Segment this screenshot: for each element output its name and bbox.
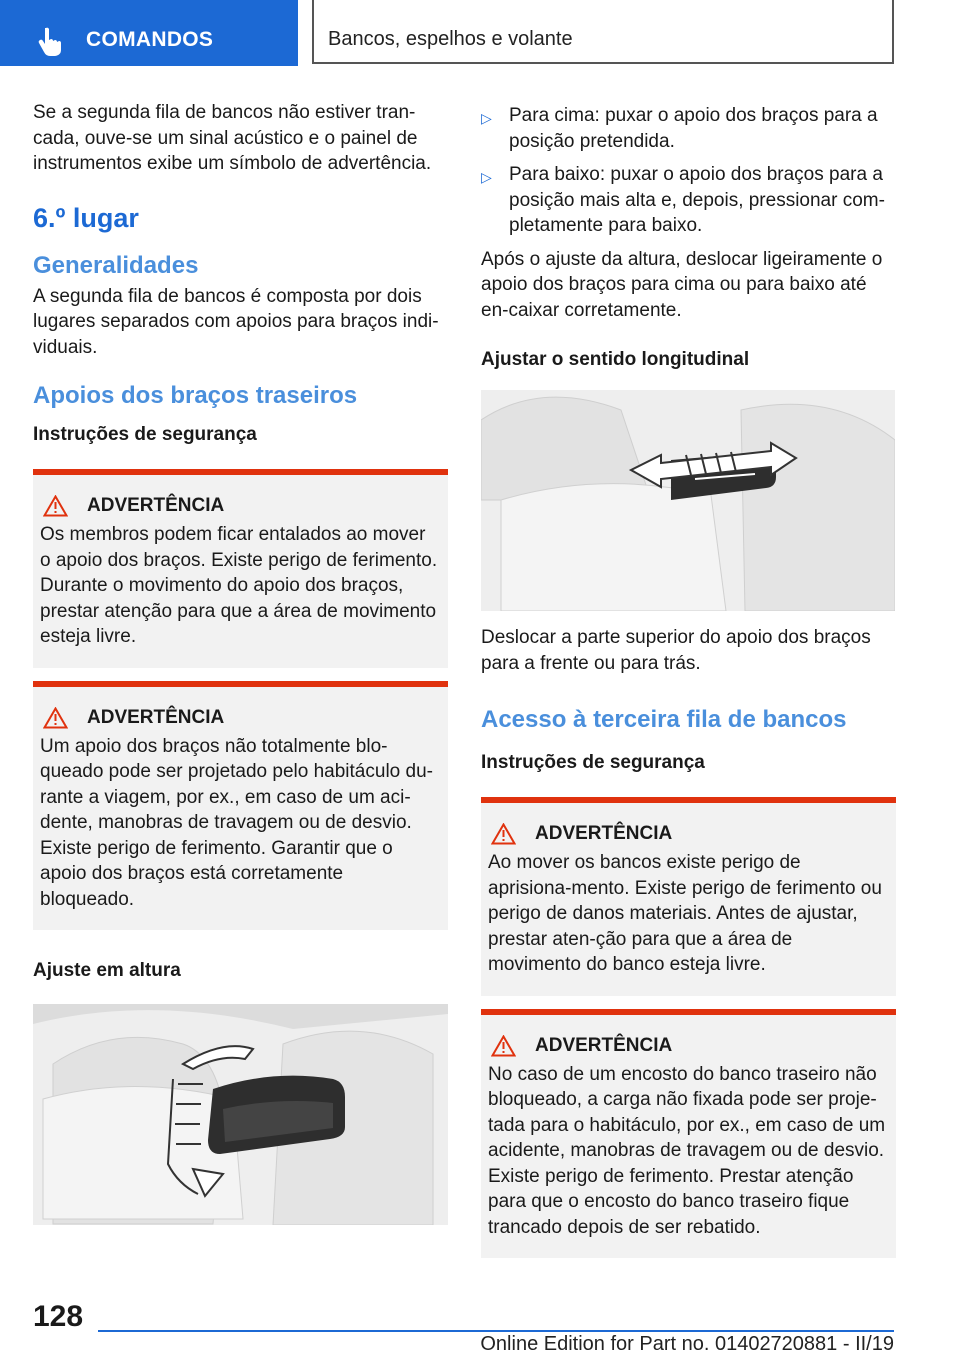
- left-column: [33, 100, 448, 1225]
- warning-triangle-icon: [43, 495, 68, 517]
- third-row-heading: Acesso à terceira fila de bancos: [481, 706, 847, 733]
- right-column: [481, 103, 896, 1258]
- after-height-paragraph: Após o ajuste da altura, deslocar ligeiramente o apoio dos braços para cima ou para baixo até en-caixar corretamente.: [481, 248, 883, 321]
- warning-title: ADVERTÊNCIA: [535, 1034, 673, 1056]
- bullet-text: Para cima: puxar o apoio dos braços para a posição pretendida.: [509, 105, 878, 152]
- generalidades-paragraph: A segunda fila de bancos é composta por dois lugares separados com apoios para braços indi-viduais.: [33, 285, 439, 358]
- chapter-tab[interactable]: [0, 0, 298, 66]
- footer-edition: Online Edition for Part no. 01402720881 - II/19: [480, 1333, 894, 1355]
- armrest-height-illustration: [33, 1004, 448, 1225]
- armrest-longitudinal-illustration: [481, 390, 895, 611]
- bullet-text: Para baixo: puxar o apoio dos braços para a posição mais alta e, depois, pressionar com-pletamente para baixo.: [509, 164, 885, 236]
- chapter-tab-label: COMANDOS: [86, 28, 214, 51]
- warning-text: Ao mover os bancos existe perigo de aprisiona-mento. Existe perigo de ferimento ou perigo de danos materiais. Antes de ajustar, prestar aten-ção para que a área de movimento do banco esteja livre.: [488, 852, 882, 975]
- warning-triangle-icon: [491, 1035, 516, 1057]
- warning-box: [33, 469, 448, 668]
- warning-box: [33, 681, 448, 931]
- footer-divider: [98, 1330, 894, 1332]
- triangle-bullet-icon: ▷: [481, 169, 492, 185]
- page-number: 128: [33, 1300, 84, 1333]
- generalidades-heading: Generalidades: [33, 251, 199, 279]
- height-adjust-heading: Ajuste em altura: [33, 960, 181, 981]
- warning-triangle-icon: [43, 707, 68, 729]
- figure-caption: Deslocar a parte superior do apoio dos braços para a frente ou para trás.: [481, 627, 871, 674]
- sixth-seat-heading: 6.º lugar: [33, 202, 139, 233]
- warning-title: ADVERTÊNCIA: [87, 495, 225, 516]
- warning-text: Os membros podem ficar entalados ao mover o apoio dos braços. Existe perigo de ferimento. Durante o movimento do apoio dos braços, prestar atenção para que a área de movimento esteja livre.: [40, 524, 438, 647]
- hand-pointer-icon: [36, 26, 66, 56]
- warning-text: No caso de um encosto do banco traseiro não bloqueado, a carga não fixada pode ser proje-tada para o habitáculo, por ex., em caso de um acidente, manobras de travagem ou de desvio. Existe perigo de ferimento. Prestar atenção para que o encosto do banco traseiro fique trancado depois de ser rebatido.: [488, 1063, 886, 1238]
- list-item: [481, 103, 896, 154]
- safety-heading: Instruções de segurança: [481, 752, 705, 773]
- intro-paragraph: Se a segunda fila de bancos não estiver tran-cada, ouve-se um sinal acústico e o painel de instrumentos exibe um símbolo de advertência.: [33, 102, 432, 174]
- warning-box: [481, 1009, 896, 1259]
- armrests-heading: Apoios dos braços traseiros: [33, 382, 358, 409]
- safety-heading: Instruções de segurança: [33, 424, 257, 445]
- triangle-bullet-icon: ▷: [481, 110, 492, 126]
- warning-text: Um apoio dos braços não totalmente blo-queado pode ser projetado pelo habitáculo du-rante a viagem, por ex., em caso de um aci-dente, manobras de travagem ou de desvio. Existe perigo de ferimento. Garantir que o apoio dos braços está corretamente bloqueado.: [40, 735, 433, 910]
- warning-box: [481, 797, 896, 996]
- warning-title: ADVERTÊNCIA: [535, 823, 673, 844]
- section-header: [312, 0, 894, 64]
- warning-title: ADVERTÊNCIA: [87, 706, 225, 728]
- warning-triangle-icon: [491, 823, 516, 845]
- list-item: [481, 162, 896, 239]
- section-title: Bancos, espelhos e volante: [328, 28, 573, 50]
- longitudinal-heading: Ajustar o sentido longitudinal: [481, 349, 750, 370]
